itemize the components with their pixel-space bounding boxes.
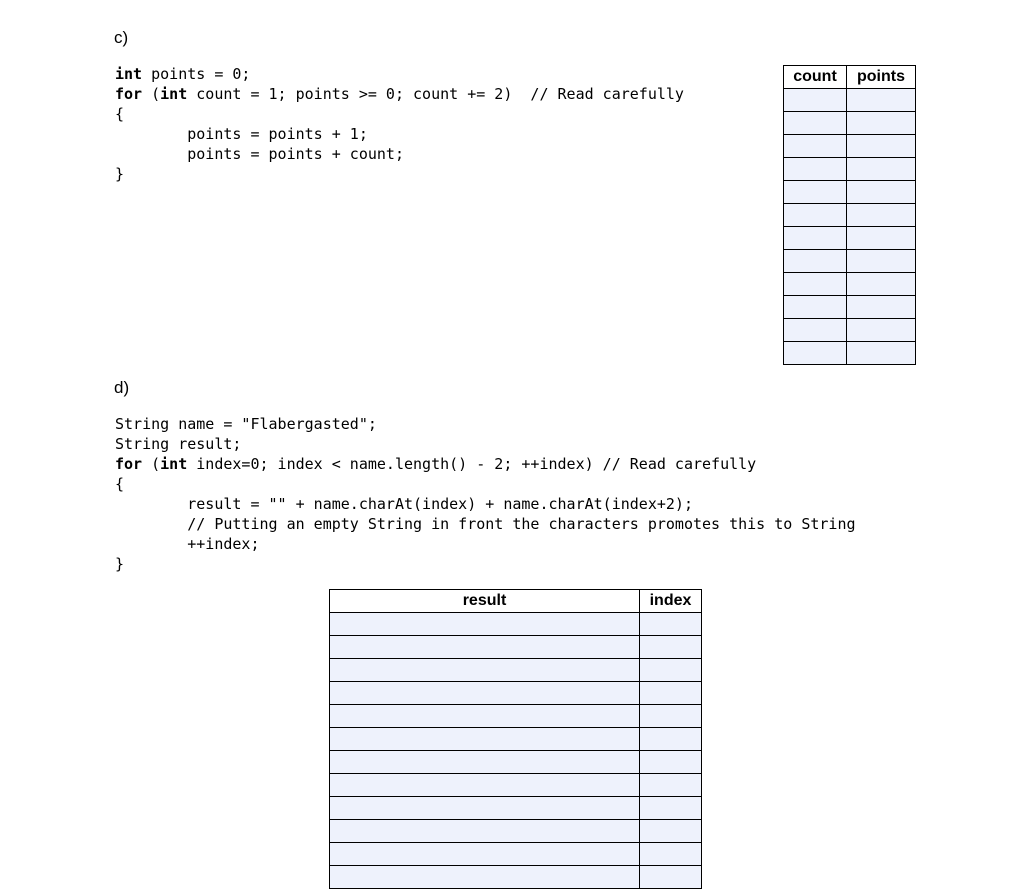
table-row [330, 820, 702, 843]
table-cell[interactable] [847, 112, 916, 135]
table-row [330, 636, 702, 659]
code-line: int points = 0; [115, 65, 251, 83]
table-row [330, 728, 702, 751]
table-row [784, 89, 916, 112]
table-cell[interactable] [784, 112, 847, 135]
table-row [330, 774, 702, 797]
table-row [330, 751, 702, 774]
table-cell[interactable] [330, 866, 640, 889]
table-cell[interactable] [847, 89, 916, 112]
code-line: ++index; [115, 535, 260, 553]
table-row [784, 204, 916, 227]
column-header-count: count [784, 66, 847, 89]
table-cell[interactable] [847, 342, 916, 365]
column-header-points: points [847, 66, 916, 89]
table-row [784, 135, 916, 158]
table-row [330, 705, 702, 728]
table-cell[interactable] [640, 659, 702, 682]
table-cell[interactable] [330, 705, 640, 728]
table-cell[interactable] [640, 728, 702, 751]
table-cell[interactable] [847, 296, 916, 319]
code-line: for (int count = 1; points >= 0; count += 2) // Read carefully [115, 85, 684, 103]
table-cell[interactable] [640, 843, 702, 866]
table-cell[interactable] [640, 751, 702, 774]
code-line: { [115, 105, 125, 123]
table-row [330, 659, 702, 682]
table-cell[interactable] [640, 774, 702, 797]
table-cell[interactable] [330, 659, 640, 682]
table-cell[interactable] [330, 728, 640, 751]
code-line: } [115, 555, 125, 573]
table-cell[interactable] [784, 204, 847, 227]
code-line: String result; [115, 435, 242, 453]
table-row [784, 273, 916, 296]
code-line: points = points + count; [115, 145, 404, 163]
part-c-code [115, 64, 755, 184]
code-line: String name = "Flabergasted"; [115, 415, 377, 433]
trace-table-count-points [783, 65, 916, 365]
table-cell[interactable] [784, 296, 847, 319]
table-cell[interactable] [784, 181, 847, 204]
table-cell[interactable] [330, 636, 640, 659]
table-row [330, 613, 702, 636]
code-line: // Putting an empty String in front the characters promotes this to String [115, 515, 856, 533]
table-cell[interactable] [640, 613, 702, 636]
part-c-label: c) [114, 28, 129, 47]
table-cell[interactable] [640, 866, 702, 889]
code-line: points = points + 1; [115, 125, 368, 143]
table-cell[interactable] [847, 204, 916, 227]
table-cell[interactable] [330, 843, 640, 866]
table-row [784, 342, 916, 365]
table-cell[interactable] [330, 774, 640, 797]
table-cell[interactable] [847, 227, 916, 250]
table-row [330, 843, 702, 866]
table-cell[interactable] [784, 319, 847, 342]
table-row [784, 227, 916, 250]
table-row [330, 797, 702, 820]
table-row [784, 181, 916, 204]
table-cell[interactable] [784, 89, 847, 112]
table-row [330, 682, 702, 705]
table-row [784, 250, 916, 273]
table-cell[interactable] [784, 273, 847, 296]
table-cell[interactable] [847, 181, 916, 204]
table-cell[interactable] [784, 250, 847, 273]
table-cell[interactable] [847, 250, 916, 273]
table-cell[interactable] [640, 820, 702, 843]
code-line: result = "" + name.charAt(index) + name.charAt(index+2); [115, 495, 693, 513]
table-row [784, 158, 916, 181]
table-cell[interactable] [847, 319, 916, 342]
table-row [784, 112, 916, 135]
table-cell[interactable] [640, 636, 702, 659]
table-cell[interactable] [330, 682, 640, 705]
code-line: } [115, 165, 125, 183]
table-row [784, 296, 916, 319]
trace-table-result-index [329, 589, 702, 889]
table-cell[interactable] [640, 682, 702, 705]
table-cell[interactable] [640, 705, 702, 728]
table-cell[interactable] [330, 797, 640, 820]
table-cell[interactable] [330, 751, 640, 774]
table-cell[interactable] [847, 158, 916, 181]
code-line: for (int index=0; index < name.length() - 2; ++index) // Read carefully [115, 455, 757, 473]
table-header-row [330, 590, 702, 613]
table-cell[interactable] [784, 227, 847, 250]
table-cell[interactable] [847, 273, 916, 296]
table-row [330, 866, 702, 889]
part-d-code [115, 414, 895, 574]
code-line: { [115, 475, 125, 493]
table-header-row [784, 66, 916, 89]
table-cell[interactable] [784, 158, 847, 181]
table-row [784, 319, 916, 342]
table-cell[interactable] [784, 135, 847, 158]
part-d-label: d) [114, 378, 130, 397]
table-cell[interactable] [640, 797, 702, 820]
table-cell[interactable] [330, 613, 640, 636]
column-header-index: index [640, 590, 702, 613]
table-cell[interactable] [330, 820, 640, 843]
column-header-result: result [330, 590, 640, 613]
table-cell[interactable] [784, 342, 847, 365]
table-cell[interactable] [847, 135, 916, 158]
